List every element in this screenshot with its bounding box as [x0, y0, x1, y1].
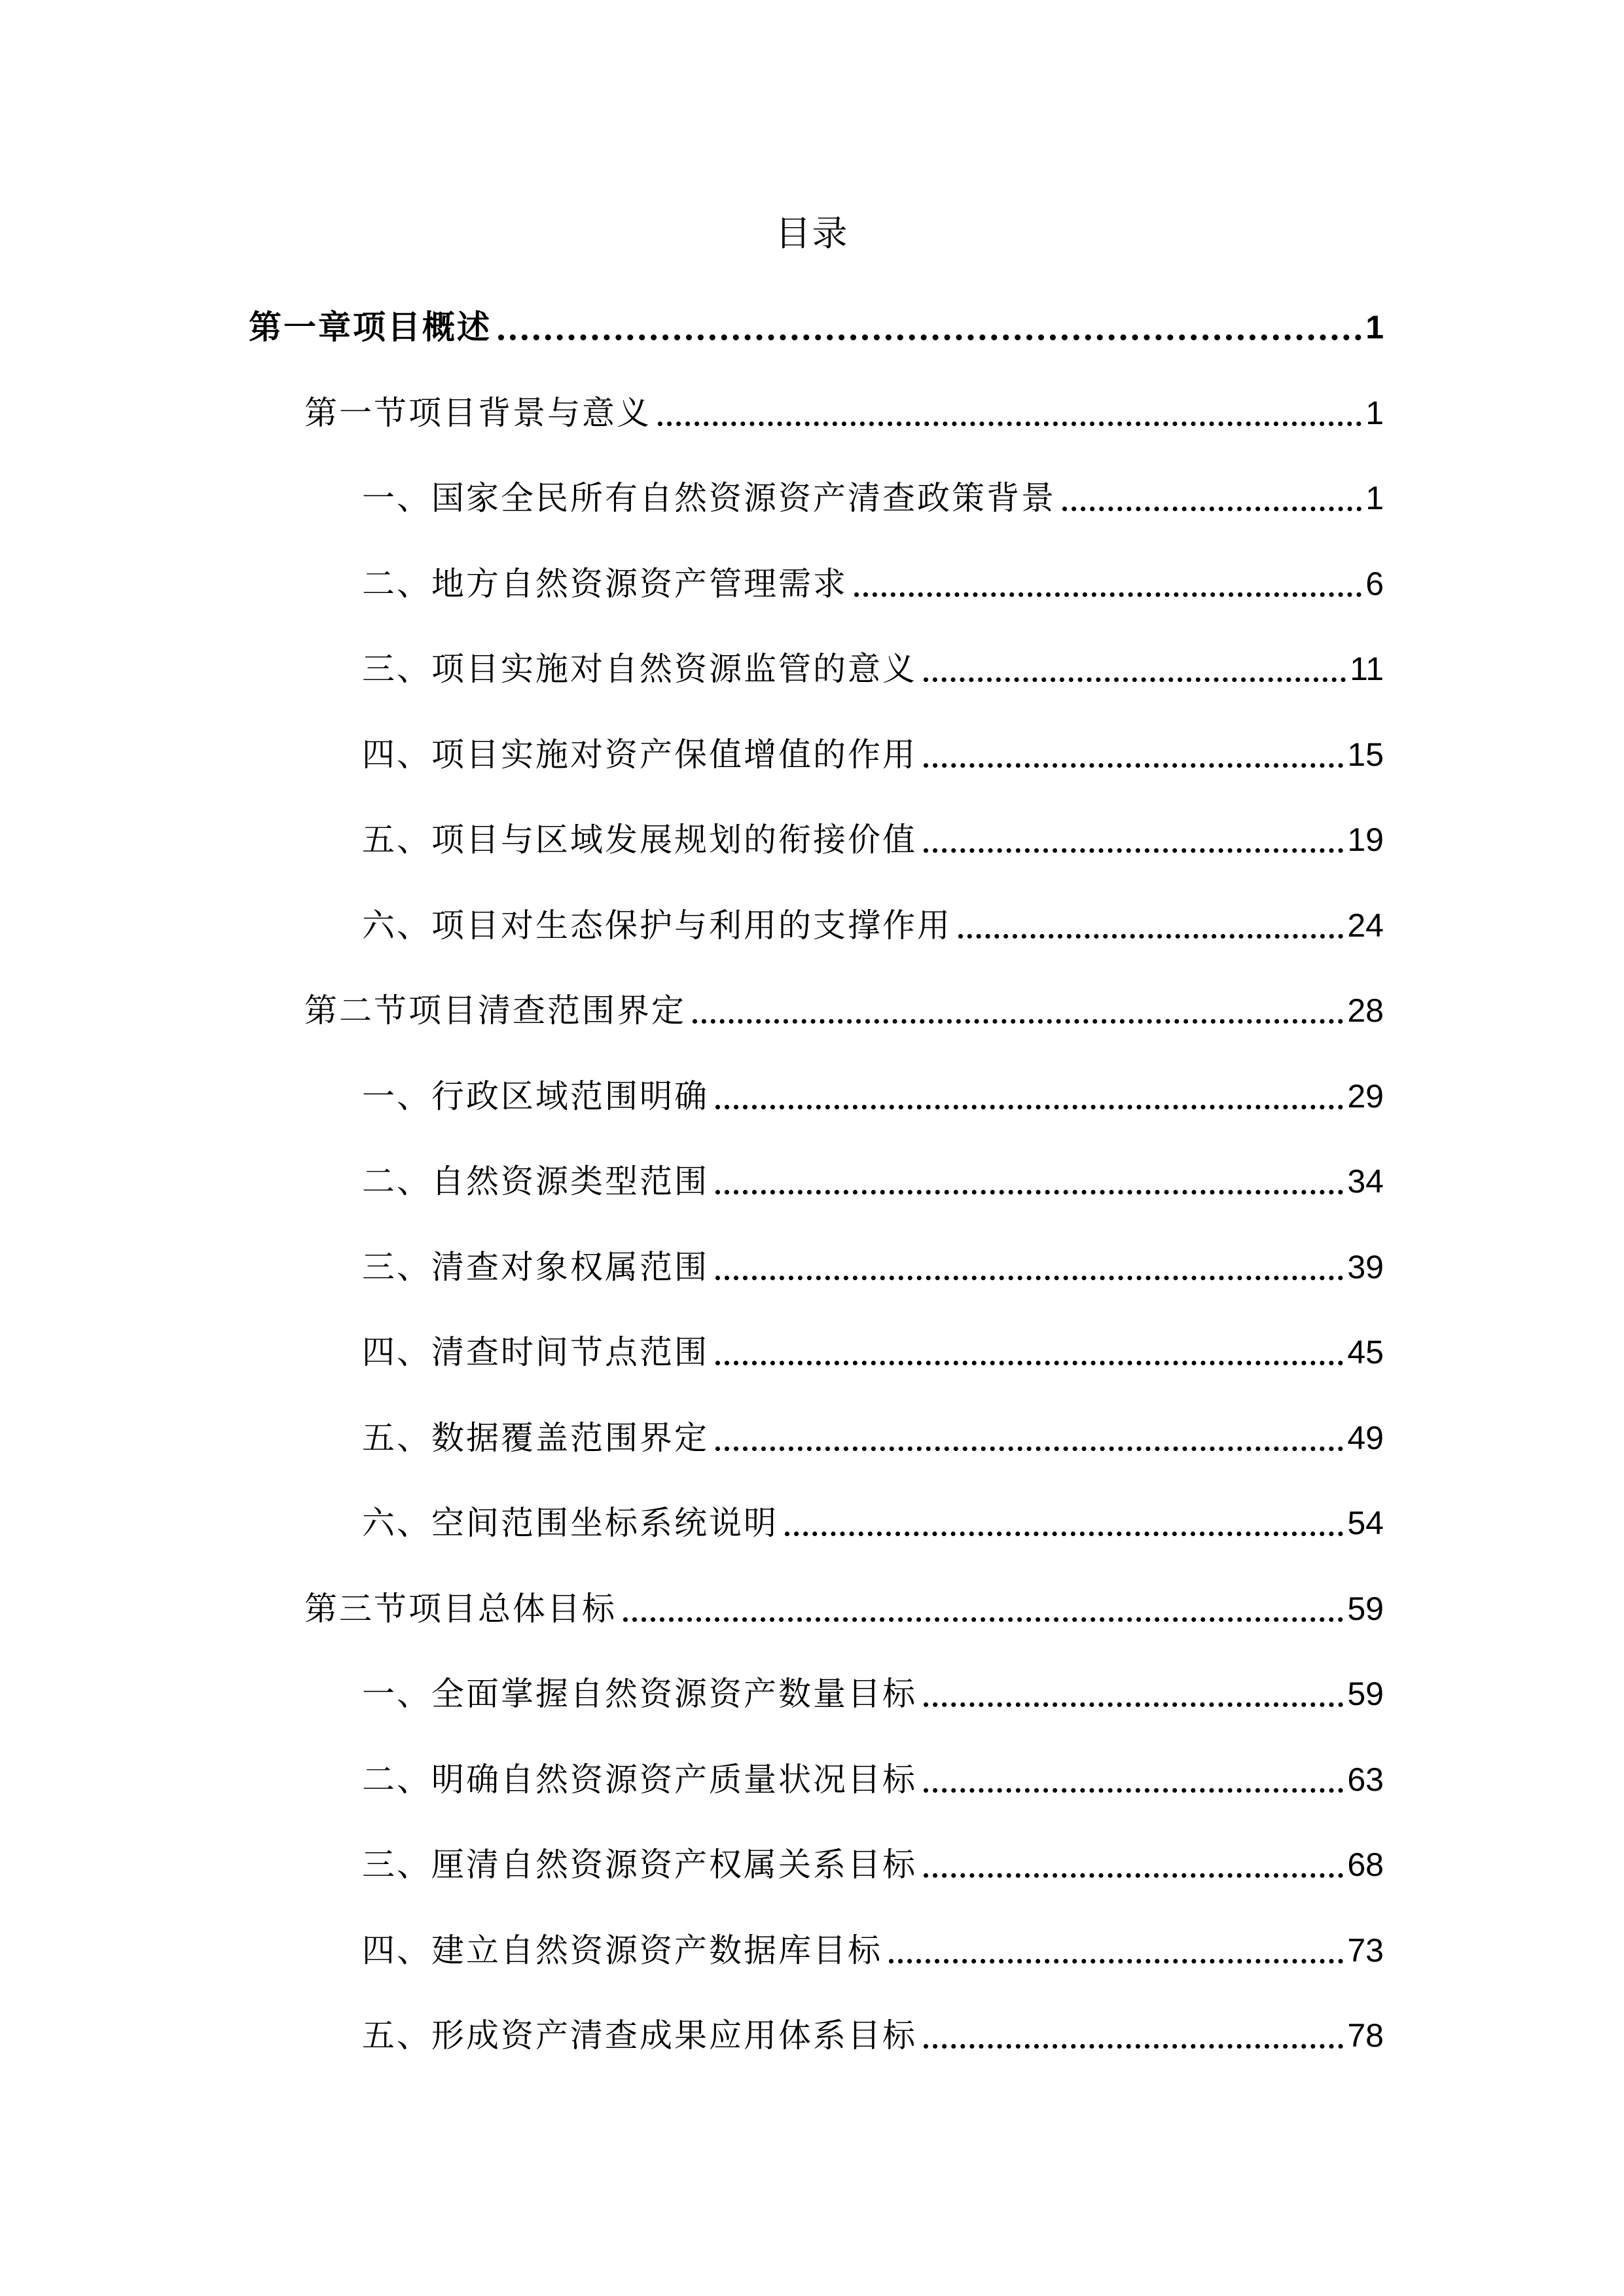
toc-entry-text: 二、自然资源类型范围 — [362, 1162, 709, 1200]
toc-dot-leader — [715, 1276, 1343, 1280]
toc-entry[interactable] — [362, 728, 1384, 781]
toc-page-number: 34 — [1347, 1163, 1384, 1200]
toc-entry-text: 第一节项目背景与意义 — [304, 393, 651, 432]
toc-dot-leader — [924, 677, 1346, 682]
toc-entry[interactable] — [362, 1753, 1384, 1806]
toc-entry[interactable] — [362, 1839, 1384, 1891]
toc-page-number: 49 — [1347, 1419, 1384, 1456]
toc-entry[interactable] — [362, 1155, 1384, 1208]
toc-dot-leader — [785, 1532, 1343, 1536]
toc-entry-text: 二、地方自然资源资产管理需求 — [362, 564, 848, 603]
toc-entry[interactable] — [362, 899, 1384, 952]
toc-dot-leader — [924, 1873, 1343, 1878]
toc-page-number: 1 — [1365, 309, 1384, 346]
toc-entry-text: 第三节项目总体目标 — [304, 1589, 617, 1628]
toc-page-number: 15 — [1347, 736, 1384, 773]
toc-dot-leader — [924, 1788, 1343, 1793]
toc-dot-leader — [715, 1361, 1343, 1365]
toc-entry-text: 五、数据覆盖范围界定 — [362, 1418, 709, 1457]
toc-entry-text: 三、清查对象权属范围 — [362, 1247, 709, 1286]
toc-entry[interactable] — [362, 558, 1384, 610]
toc-entry-text: 四、建立自然资源资产数据库目标 — [362, 1931, 882, 1969]
toc-page-number: 73 — [1347, 1931, 1384, 1969]
toc-page-number: 24 — [1347, 906, 1384, 944]
toc-entry[interactable] — [362, 1070, 1384, 1122]
toc-entry-text: 三、项目实施对自然资源监管的意义 — [362, 650, 917, 688]
toc-dot-leader — [924, 848, 1343, 853]
toc-entry-text: 一、行政区域范围明确 — [362, 1077, 709, 1115]
toc-dot-leader — [854, 592, 1362, 597]
toc-page-number: 45 — [1347, 1334, 1384, 1371]
toc-page-number: 11 — [1350, 651, 1384, 687]
toc-dot-leader — [715, 1446, 1343, 1451]
toc-entry[interactable] — [304, 387, 1384, 439]
toc-entry[interactable] — [362, 1497, 1384, 1549]
toc-dot-leader — [924, 1702, 1343, 1707]
toc-entry-text: 第一章项目概述 — [249, 308, 492, 346]
toc-page-number: 59 — [1347, 1676, 1384, 1712]
toc-dot-leader — [958, 934, 1343, 939]
toc-entry[interactable] — [304, 984, 1384, 1037]
toc-entry-text: 三、厘清自然资源资产权属关系目标 — [362, 1846, 917, 1884]
toc-entry[interactable] — [362, 643, 1384, 695]
toc-page-number: 1 — [1365, 394, 1384, 431]
toc-entry[interactable] — [362, 1241, 1384, 1293]
toc-page-number: 19 — [1347, 821, 1384, 858]
toc-page-number: 63 — [1347, 1761, 1384, 1798]
toc-entry-text: 一、全面掌握自然资源资产数量目标 — [362, 1675, 917, 1713]
toc-page-number: 68 — [1347, 1846, 1384, 1883]
toc-entry-text: 二、明确自然资源资产质量状况目标 — [362, 1760, 917, 1799]
toc-entry[interactable] — [362, 1668, 1384, 1720]
toc-page-number: 29 — [1347, 1077, 1384, 1115]
toc-title: 目录 — [775, 213, 849, 254]
toc-page-number: 78 — [1347, 2017, 1384, 2054]
toc-dot-leader — [924, 763, 1343, 768]
toc-entry-text: 一、国家全民所有自然资源资产清查政策背景 — [362, 479, 1056, 517]
toc-page-number: 28 — [1347, 992, 1384, 1029]
toc-page-number: 59 — [1347, 1590, 1384, 1627]
toc-entry[interactable] — [362, 1412, 1384, 1464]
toc-entry-text: 六、空间范围坐标系统说明 — [362, 1504, 778, 1542]
toc-entry[interactable] — [362, 1924, 1384, 1977]
toc-entry[interactable] — [249, 301, 1384, 353]
toc-dot-leader — [715, 1190, 1343, 1194]
toc-page-number: 1 — [1365, 480, 1384, 516]
toc-page-number: 39 — [1347, 1248, 1384, 1285]
toc-entry-text: 四、项目实施对资产保值增值的作用 — [362, 735, 917, 774]
toc-entry[interactable] — [362, 2009, 1384, 2062]
toc-entry-text: 五、形成资产清查成果应用体系目标 — [362, 2017, 917, 2054]
toc-entry[interactable] — [362, 1326, 1384, 1378]
toc-page-number: 54 — [1347, 1505, 1384, 1541]
toc-dot-leader — [693, 1019, 1343, 1024]
toc-entry[interactable] — [362, 814, 1384, 866]
toc-entry[interactable] — [304, 1583, 1384, 1635]
toc-dot-leader — [658, 422, 1362, 426]
toc-entry-text: 第二节项目清查范围界定 — [304, 992, 686, 1030]
toc-entry-text: 四、清查时间节点范围 — [362, 1333, 709, 1371]
toc-dot-leader — [924, 2044, 1343, 2049]
toc-dot-leader — [1062, 507, 1362, 511]
toc-dot-leader — [889, 1959, 1343, 1964]
toc-entry-text: 六、项目对生态保护与利用的支撑作用 — [362, 906, 952, 944]
toc-entry[interactable] — [362, 472, 1384, 524]
toc-page-number: 6 — [1365, 565, 1384, 602]
toc-entry-text: 五、项目与区域发展规划的衔接价值 — [362, 821, 917, 859]
toc-dot-leader — [715, 1105, 1343, 1109]
toc-dot-leader — [623, 1617, 1343, 1622]
toc-dot-leader — [498, 334, 1362, 340]
